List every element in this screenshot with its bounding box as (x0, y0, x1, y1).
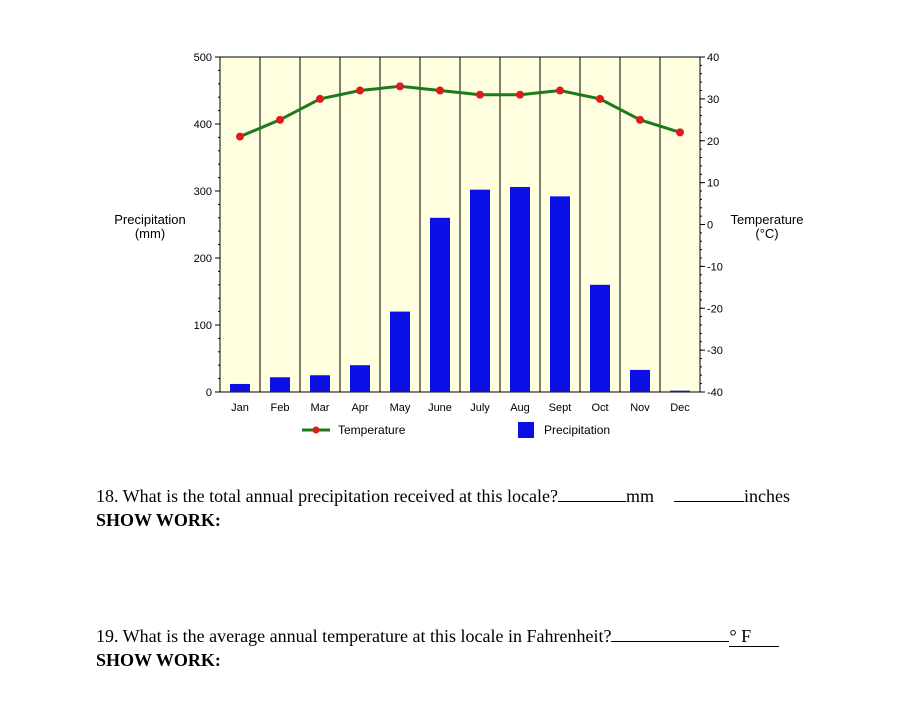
month-label: May (389, 402, 411, 414)
question-19-text: 19. What is the average annual temperature at this locale in Fahrenheit? (96, 626, 612, 646)
left-axis (194, 52, 220, 399)
month-label: Aug (510, 402, 530, 414)
precipitation-bar (270, 377, 290, 392)
temperature-point (236, 133, 244, 141)
precipitation-bar (470, 190, 490, 392)
right-tick-label: 30 (707, 93, 720, 106)
unit-inches: inches (744, 486, 790, 506)
right-tick-label: 0 (707, 219, 714, 232)
left-tick-label: 500 (193, 52, 212, 64)
precipitation-bar (230, 384, 250, 392)
temperature-point (636, 116, 644, 124)
answer-blank-mm[interactable] (558, 487, 626, 502)
right-tick-label: -10 (707, 261, 723, 274)
question-18-text: 18. What is the total annual precipitation received at this locale? (96, 486, 558, 506)
precipitation-bar (390, 312, 410, 392)
question-18 (96, 486, 790, 507)
temperature-point (516, 91, 524, 99)
month-label: Sept (548, 402, 572, 414)
right-tick-label: 20 (707, 135, 720, 148)
question-19 (96, 626, 779, 647)
precipitation-bar (630, 370, 650, 392)
precipitation-bar (550, 196, 570, 392)
precipitation-bar (430, 218, 450, 392)
month-label: July (470, 402, 490, 414)
left-tick-label: 400 (193, 119, 212, 131)
precipitation-bar (350, 365, 370, 392)
show-work-18: SHOW WORK: (96, 510, 221, 530)
month-label: Oct (591, 402, 609, 414)
left-tick-label: 200 (193, 253, 212, 265)
right-tick-label: -40 (707, 387, 723, 399)
right-axis-label: Temperature (730, 212, 804, 227)
answer-blank-fahrenheit[interactable] (611, 627, 729, 642)
temperature-point (396, 82, 404, 90)
left-tick-label: 0 (205, 387, 212, 399)
month-label: June (428, 402, 452, 414)
right-tick-label: -20 (707, 303, 723, 316)
right-axis (700, 52, 723, 399)
right-axis-unit: (°C) (755, 226, 779, 241)
temperature-point (276, 116, 284, 124)
precipitation-bar (510, 187, 530, 392)
right-tick-label: 40 (707, 52, 720, 64)
temperature-point (596, 95, 604, 103)
month-label: Apr (351, 402, 369, 414)
unit-mm: mm (626, 486, 655, 506)
temperature-point (316, 95, 324, 103)
precipitation-bar (590, 285, 610, 392)
legend-precipitation-swatch (518, 422, 534, 438)
right-tick-label: -30 (707, 345, 723, 358)
month-label: Nov (630, 402, 650, 414)
temperature-point (676, 128, 684, 136)
temperature-point (556, 87, 564, 95)
precipitation-bar (310, 375, 330, 392)
temperature-point (476, 91, 484, 99)
temperature-point (436, 87, 444, 95)
legend (302, 422, 610, 438)
month-label: Mar (310, 402, 330, 414)
left-tick-label: 300 (193, 186, 212, 198)
answer-blank-inches[interactable] (674, 487, 744, 502)
legend-precipitation-label: Precipitation (544, 423, 611, 437)
month-label: Dec (670, 402, 690, 414)
show-work-19: SHOW WORK: (96, 650, 221, 670)
month-label: Jan (231, 402, 249, 414)
month-label: Feb (270, 402, 290, 414)
unit-fahrenheit: ° F (729, 626, 779, 647)
left-axis-label: Precipitation (114, 212, 186, 227)
temperature-point (356, 87, 364, 95)
x-axis (231, 402, 690, 414)
right-tick-label: 10 (707, 177, 720, 190)
legend-temperature-marker (313, 427, 320, 434)
left-axis-unit: (mm) (134, 226, 166, 241)
legend-temperature-label: Temperature (338, 423, 406, 437)
precipitation-bar (670, 391, 690, 392)
left-tick-label: 100 (193, 320, 212, 332)
